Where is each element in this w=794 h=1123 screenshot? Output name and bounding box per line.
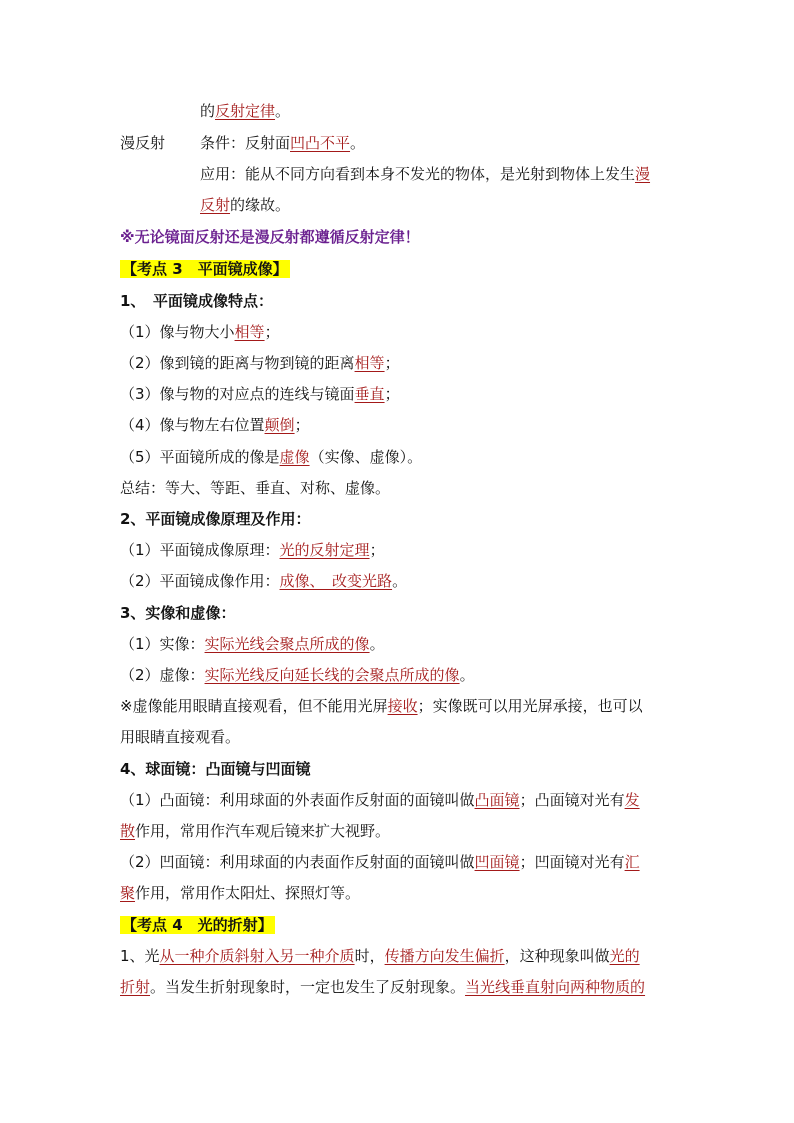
text-line <box>120 570 407 592</box>
text-line <box>120 446 422 468</box>
section-tag <box>120 914 275 936</box>
text: 的缘故。 <box>230 196 291 214</box>
text-line <box>120 633 385 655</box>
text: 时， <box>354 947 385 965</box>
answer-text: 相等 <box>234 323 265 341</box>
text-line <box>120 789 640 811</box>
summary-line: 总结：等大、等距、垂直、对称、虚像。 <box>120 479 391 497</box>
answer-text: 传播方向发生偏折 <box>384 947 505 965</box>
text-line <box>120 851 640 873</box>
text-line <box>120 664 475 686</box>
answer-text: 漫 <box>635 165 651 183</box>
text: （2）虚像： <box>120 666 205 684</box>
text: 。 <box>392 572 408 590</box>
answer-text: 反射定律 <box>215 102 276 120</box>
text-line <box>120 539 385 561</box>
text: 的 <box>200 102 216 120</box>
answer-text: 垂直 <box>354 385 385 403</box>
text-line <box>200 194 290 216</box>
text-line <box>200 100 290 122</box>
answer-text: 凹凸不平 <box>290 134 351 152</box>
text: （实像、虚像）。 <box>309 448 423 466</box>
answer-text: 相等 <box>354 354 385 372</box>
text: （5）平面镜所成的像是 <box>120 448 280 466</box>
heading: 4、球面镜：凸面镜与凹面镜 <box>120 760 311 778</box>
text: ；实像既可以用光屏承接，也可以 <box>417 697 643 715</box>
section-tag <box>120 258 290 280</box>
text: ；凸面镜对光有 <box>519 791 625 809</box>
text-line <box>120 976 645 998</box>
answer-text: 折射 <box>120 978 151 996</box>
text-line <box>120 321 280 343</box>
text: 。 <box>459 666 475 684</box>
text: ，这种现象叫做 <box>504 947 610 965</box>
section-tag-label: 【考点 4 光的折射】 <box>122 916 273 934</box>
answer-text: 从一种介质斜射入另一种介质 <box>159 947 355 965</box>
text: ※虚像能用眼睛直接观看，但不能用光屏 <box>120 697 388 715</box>
text-line <box>120 352 400 374</box>
text: 。当发生折射现象时，一定也发生了反射现象。 <box>150 978 466 996</box>
text-line <box>200 132 365 154</box>
text: ； <box>384 385 400 403</box>
text-line <box>200 163 650 185</box>
text: 。 <box>275 102 291 120</box>
note-line: ※无论镜面反射还是漫反射都遵循反射定律！ <box>120 228 420 246</box>
answer-text: 光的 <box>609 947 640 965</box>
text-line <box>120 383 400 405</box>
text: （2）像到镜的距离与物到镜的距离 <box>120 354 355 372</box>
text: （1）像与物大小 <box>120 323 235 341</box>
text: 。 <box>350 134 366 152</box>
text-line <box>120 414 310 436</box>
answer-text: 凸面镜 <box>474 791 520 809</box>
text: （1）平面镜成像原理： <box>120 541 280 559</box>
answer-text: 实际光线反向延长线的会聚点所成的像 <box>204 666 460 684</box>
text: ；凹面镜对光有 <box>519 853 625 871</box>
text-line <box>120 820 390 842</box>
answer-text: 聚 <box>120 884 136 902</box>
text: （4）像与物左右位置 <box>120 416 265 434</box>
text: ； <box>384 354 400 372</box>
answer-text: 实际光线会聚点所成的像 <box>204 635 370 653</box>
answer-text: 接收 <box>387 697 418 715</box>
heading: 2、平面镜成像原理及作用： <box>120 510 311 528</box>
answer-text: 凹面镜 <box>474 853 520 871</box>
text-line: 用眼睛直接观看。 <box>120 728 241 746</box>
text: ； <box>264 323 280 341</box>
answer-text: 颠倒 <box>264 416 295 434</box>
text-line <box>120 945 640 967</box>
text: 条件：反射面 <box>200 134 291 152</box>
diffuse-label: 漫反射 <box>120 134 166 152</box>
answer-text: 反射 <box>200 196 231 214</box>
answer-text: 当光线垂直射向两种物质的 <box>465 978 646 996</box>
answer-text: 散 <box>120 822 136 840</box>
text: 。 <box>369 635 385 653</box>
text: 作用，常用作太阳灶、探照灯等。 <box>135 884 361 902</box>
text-line <box>120 882 360 904</box>
answer-text: 汇 <box>624 853 640 871</box>
text: 应用：能从不同方向看到本身不发光的物体，是光射到物体上发生 <box>200 165 636 183</box>
text: ； <box>369 541 385 559</box>
text: （1）实像： <box>120 635 205 653</box>
section-tag-label: 【考点 3 平面镜成像】 <box>122 260 288 278</box>
heading: 1、 平面镜成像特点： <box>120 292 273 310</box>
text: ； <box>294 416 310 434</box>
text: （2）平面镜成像作用： <box>120 572 280 590</box>
heading: 3、实像和虚像： <box>120 604 236 622</box>
text: （2）凹面镜：利用球面的内表面作反射面的面镜叫做 <box>120 853 475 871</box>
text: 1、光 <box>120 947 160 965</box>
text: 作用，常用作汽车观后镜来扩大视野。 <box>135 822 391 840</box>
answer-text: 成像、 改变光路 <box>279 572 393 590</box>
answer-text: 虚像 <box>279 448 310 466</box>
text-line <box>120 695 643 717</box>
answer-text: 光的反射定理 <box>279 541 370 559</box>
answer-text: 发 <box>624 791 640 809</box>
text: （3）像与物的对应点的连线与镜面 <box>120 385 355 403</box>
text: （1）凸面镜：利用球面的外表面作反射面的面镜叫做 <box>120 791 475 809</box>
text-line <box>120 132 165 154</box>
